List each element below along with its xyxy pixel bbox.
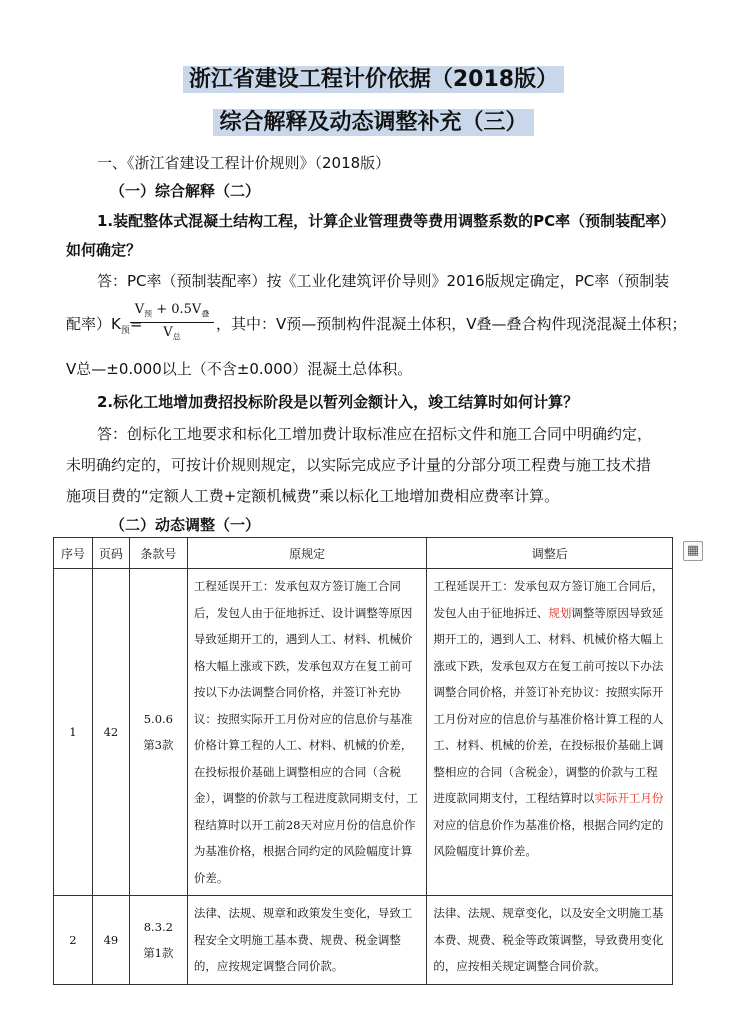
highlight-text: 实际开工月份 — [594, 791, 664, 805]
question-1-line-1: 1.装配整体式混凝土结构工程，计算企业管理费等费用调整系数的PC率（预制装配率） — [97, 212, 676, 230]
subsection-heading-1: （一）综合解释（二） — [110, 182, 261, 200]
row-clause: 5.0.6 第3款 — [129, 569, 187, 896]
row-original-text: 工程延误开工：发承包双方签订施工合同后，发包人由于征地拆迁、设计调整等原因导致延期开工的，遇到人工、材料、机械价格大幅上涨或下跌，发承包双方在复工前可按以下办法调整合同价格，并签订补充协议：按照实际开工月份对应的信息价与基准价格计算工程的人工、材料、机械的价差，在投标报价基础上调整相应的合同（含税金），调整的价款与工程进度款同期支付，工程结算时以开工前28天对应月份的信息价作为基准价格，根据合同约定的风险幅度计算价差。 — [187, 569, 427, 896]
header-no: 序号 — [54, 538, 93, 569]
answer-1-line-3: V总—±0.000以上（不含±0.000）混凝土总体积。 — [66, 360, 413, 378]
answer-2-line-1: 答：创标化工地要求和标化工增加费计取标准应在招标文件和施工合同中明确约定， — [97, 425, 653, 443]
qr-scan-icon[interactable]: ▦ — [683, 541, 703, 561]
row-no: 2 — [54, 896, 93, 985]
header-page: 页码 — [92, 538, 129, 569]
highlight-text: 规划 — [548, 605, 572, 620]
table-header-row — [54, 538, 673, 569]
header-adjusted: 调整后 — [427, 538, 673, 569]
row-original-text: 法律、法规、规章和政策发生变化，导致工程安全文明施工基本费、规费、税金调整的，应按规定调整合同价款。 — [187, 896, 427, 985]
pc-rate-formula: $V_预 + 0.5V_叠$ $V_总$ — [130, 302, 214, 342]
row-clause: 8.3.2 第1款 — [129, 896, 187, 985]
table-row — [54, 896, 673, 985]
row-adjusted-text: 法律、法规、规章变化，以及安全文明施工基本费、规费、税金等政策调整，导致费用变化的，应按相关规定调整合同价款。 — [427, 896, 673, 985]
table-row — [54, 569, 673, 896]
row-page: 42 — [92, 569, 129, 896]
row-adjusted-text: 工程延误开工：发承包双方签订施工合同后，发包人由于征地拆迁、规划调整等原因导致延期开工的，遇到人工、材料、机械价格大幅上涨或下跌，发承包双方在复工前可按以下办法调整合同价格，并签订补充协议：按照实际开工月份对应的信息价与基准价格计算工程的人工、材料、机械的价差，在投标报价基础上调整相应的合同（含税金），调整的价款与工程进度款同期支付，工程结算时以实际开工月份对应的信息价作为基准价格，根据合同约定的风险幅度计算价差。 — [427, 569, 673, 896]
header-clause: 条款号 — [129, 538, 187, 569]
answer-1-line-2-prefix: 配率）$K_预=$ — [66, 315, 143, 336]
answer-1-line-2-suffix: ，其中：V预—预制构件混凝土体积，V叠—叠合构件现浇混凝土体积； — [216, 315, 687, 333]
row-no: 1 — [54, 569, 93, 896]
answer-1-line-1: 答：PC率（预制装配率）按《工业化建筑评价导则》2016版规定确定，PC率（预制装 — [97, 272, 670, 290]
answer-2-line-2: 未明确约定的，可按计价规则规定，以实际完成应予计量的分部分项工程费与施工技术措 — [66, 456, 652, 474]
question-1-line-2: 如何确定？ — [66, 241, 142, 259]
title-line-1: 浙江省建设工程计价依据（2018版） — [0, 62, 747, 93]
header-original: 原规定 — [187, 538, 427, 569]
row-page: 49 — [92, 896, 129, 985]
answer-2-line-3: 施项目费的“定额人工费+定额机械费”乘以标化工地增加费相应费率计算。 — [66, 487, 560, 505]
adjustment-table — [53, 537, 673, 985]
question-2: 2.标化工地增加费招投标阶段是以暂列金额计入，竣工结算时如何计算？ — [97, 393, 579, 411]
title-line-2: 综合解释及动态调整补充（三） — [0, 105, 747, 136]
section-heading: 一、《浙江省建设工程计价规则》（2018版） — [97, 154, 391, 172]
subsection-heading-2: （二）动态调整（一） — [110, 516, 261, 534]
